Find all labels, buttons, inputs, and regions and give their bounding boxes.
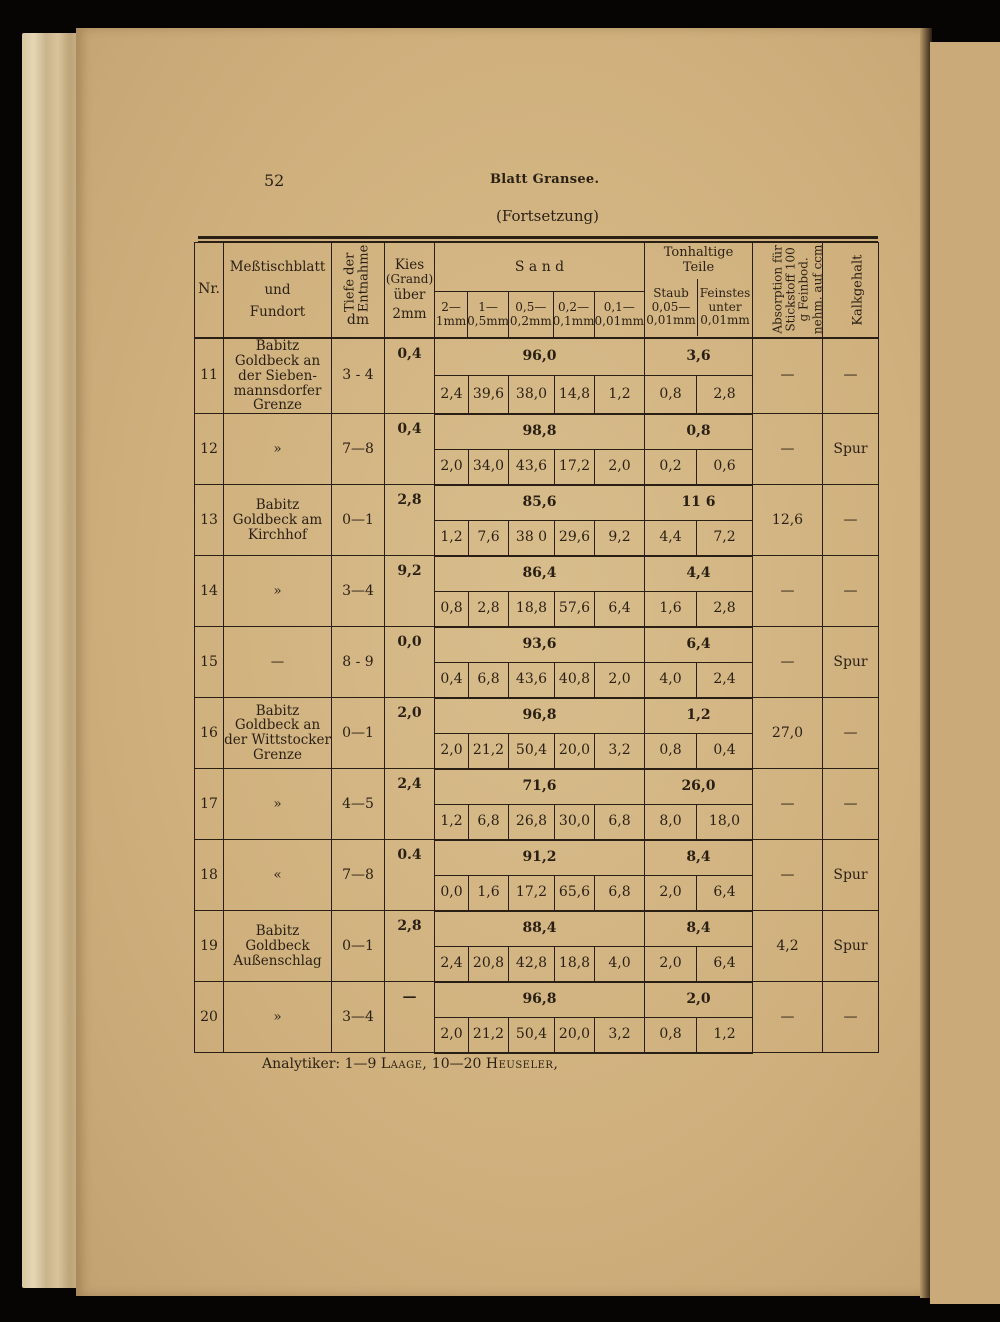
- analyst-prefix: Analytiker: 1—9: [262, 1056, 377, 1072]
- ton-header-label: Tonhaltige Teile: [663, 245, 734, 275]
- facing-page: [930, 42, 1000, 1304]
- row-kalk: —: [823, 982, 879, 1053]
- row-absorption: —: [753, 627, 823, 698]
- row-kies: 2,0: [385, 698, 435, 769]
- row-nr: 11: [195, 338, 224, 414]
- row-sand-fraction: 57,6: [555, 591, 595, 627]
- sand-sub-1: 2— 1mm: [435, 292, 468, 337]
- row-ton-total: 4,4: [645, 556, 753, 592]
- row-sand-fraction: 30,0: [555, 804, 595, 840]
- row-tiefe: 7—8: [332, 414, 385, 485]
- row-absorption: —: [753, 982, 823, 1053]
- row-sand-fraction: 34,0: [469, 449, 509, 485]
- row-sand-fraction: 2,4: [435, 946, 469, 982]
- row-absorption: 4,2: [753, 911, 823, 982]
- row-sand-fraction: 42,8: [509, 946, 555, 982]
- row-sand-fraction: 26,8: [509, 804, 555, 840]
- row-sand-fraction: 65,6: [555, 875, 595, 911]
- continuation-label: (Fortsetzung): [496, 207, 599, 225]
- row-sand-fraction: 0,0: [435, 875, 469, 911]
- col-kies-header: [385, 243, 435, 339]
- row-kalk: —: [823, 556, 879, 627]
- row-sand-fraction: 38,0: [509, 376, 555, 414]
- analyst-name-1: Laage,: [380, 1056, 428, 1072]
- table-row: [195, 414, 879, 450]
- row-kalk: —: [823, 769, 879, 840]
- row-sand-fraction: 1,6: [469, 875, 509, 911]
- row-nr: 17: [195, 769, 224, 840]
- kies-header-line1: Kies: [394, 257, 425, 274]
- col-ton-header: [645, 243, 753, 339]
- row-sand-total: 96,0: [435, 338, 645, 376]
- row-nr: 19: [195, 911, 224, 982]
- row-kalk: Spur: [823, 840, 879, 911]
- row-feinstes: 2,8: [697, 376, 753, 414]
- row-nr: 12: [195, 414, 224, 485]
- row-staub: 2,0: [645, 946, 697, 982]
- row-sand-fraction: 6,8: [469, 662, 509, 698]
- row-kies: 9,2: [385, 556, 435, 627]
- row-nr: 15: [195, 627, 224, 698]
- row-sand-fraction: 1,2: [435, 520, 469, 556]
- row-fundort: »: [224, 769, 332, 840]
- row-sand-fraction: 2,0: [435, 449, 469, 485]
- row-ton-total: 8,4: [645, 911, 753, 947]
- table-row: [195, 556, 879, 592]
- ton-subheaders: [645, 279, 752, 336]
- row-sand-fraction: 6,8: [595, 804, 645, 840]
- analyst-name-2: Heuseler,: [485, 1056, 559, 1072]
- row-sand-fraction: 21,2: [469, 1017, 509, 1053]
- row-tiefe: 8 - 9: [332, 627, 385, 698]
- row-sand-fraction: 3,2: [595, 733, 645, 769]
- row-absorption: —: [753, 769, 823, 840]
- row-sand-fraction: 40,8: [555, 662, 595, 698]
- table-top-rule: [198, 236, 878, 239]
- row-kalk: —: [823, 485, 879, 556]
- fundort-header-line3: Fundort: [249, 304, 306, 321]
- row-staub: 4,0: [645, 662, 697, 698]
- row-fundort: »: [224, 414, 332, 485]
- row-kies: 0,4: [385, 414, 435, 485]
- row-sand-fraction: 50,4: [509, 733, 555, 769]
- row-sand-total: 71,6: [435, 769, 645, 805]
- row-sand-fraction: 17,2: [555, 449, 595, 485]
- row-staub: 1,6: [645, 591, 697, 627]
- row-sand-fraction: 21,2: [469, 733, 509, 769]
- row-sand-fraction: 18,8: [555, 946, 595, 982]
- row-ton-total: 8,4: [645, 840, 753, 876]
- table-row: [195, 338, 879, 376]
- row-sand-fraction: 20,0: [555, 733, 595, 769]
- row-staub: 0,8: [645, 1017, 697, 1053]
- row-kalk: Spur: [823, 911, 879, 982]
- row-absorption: —: [753, 840, 823, 911]
- row-feinstes: 2,4: [697, 662, 753, 698]
- fundort-header-line1: Meßtischblatt: [229, 258, 326, 275]
- row-ton-total: 1,2: [645, 698, 753, 734]
- fundort-header-line2: und: [264, 281, 291, 298]
- row-fundort: Babitz Goldbeck am Kirchhof: [224, 485, 332, 556]
- kalk-header-label: Kalkgehalt: [850, 254, 866, 326]
- table-row: [195, 627, 879, 663]
- row-sand-fraction: 17,2: [509, 875, 555, 911]
- row-staub: 2,0: [645, 875, 697, 911]
- tiefe-unit: dm: [346, 312, 370, 329]
- row-feinstes: 6,4: [697, 875, 753, 911]
- row-feinstes: 18,0: [697, 804, 753, 840]
- row-fundort: —: [224, 627, 332, 698]
- row-sand-fraction: 38 0: [509, 520, 555, 556]
- sand-sub-4: 0,2— 0,1mm: [554, 292, 595, 337]
- row-absorption: 12,6: [753, 485, 823, 556]
- running-title: Blatt Gransee.: [490, 172, 600, 187]
- row-sand-fraction: 1,2: [435, 804, 469, 840]
- row-nr: 16: [195, 698, 224, 769]
- row-staub: 4,4: [645, 520, 697, 556]
- row-absorption: —: [753, 414, 823, 485]
- table-row: [195, 840, 879, 876]
- row-sand-total: 88,4: [435, 911, 645, 947]
- row-sand-fraction: 43,6: [509, 449, 555, 485]
- row-staub: 0,8: [645, 376, 697, 414]
- row-kalk: —: [823, 338, 879, 414]
- row-tiefe: 0—1: [332, 911, 385, 982]
- row-sand-total: 91,2: [435, 840, 645, 876]
- row-kies: 0.4: [385, 840, 435, 911]
- row-sand-total: 98,8: [435, 414, 645, 450]
- row-sand-fraction: 1,2: [595, 376, 645, 414]
- sand-sub-2: 1— 0,5mm: [468, 292, 509, 337]
- row-sand-fraction: 14,8: [555, 376, 595, 414]
- col-fundort-header: [224, 243, 332, 339]
- sand-subheaders: [435, 292, 644, 337]
- row-kalk: Spur: [823, 627, 879, 698]
- row-absorption: —: [753, 338, 823, 414]
- row-sand-fraction: 6,8: [469, 804, 509, 840]
- kies-header-line2: (Grand): [385, 271, 434, 286]
- row-sand-total: 86,4: [435, 556, 645, 592]
- analyst-middle: 10—20: [431, 1056, 482, 1072]
- row-sand-fraction: 2,0: [435, 733, 469, 769]
- row-sand-fraction: 39,6: [469, 376, 509, 414]
- row-sand-fraction: 0,8: [435, 591, 469, 627]
- row-fundort: »: [224, 556, 332, 627]
- kies-header-line3: über: [393, 287, 426, 304]
- staub-header: Staub 0,05— 0,01mm: [645, 279, 698, 336]
- row-staub: 0,8: [645, 733, 697, 769]
- row-fundort: Babitz Goldbeck an der Wittstocker Grenze: [224, 698, 332, 769]
- row-tiefe: 0—1: [332, 698, 385, 769]
- row-kalk: Spur: [823, 414, 879, 485]
- row-kies: 2,8: [385, 485, 435, 556]
- row-feinstes: 0,4: [697, 733, 753, 769]
- row-sand-fraction: 0,4: [435, 662, 469, 698]
- row-absorption: —: [753, 556, 823, 627]
- row-sand-total: 96,8: [435, 698, 645, 734]
- table-row: [195, 769, 879, 805]
- row-sand-fraction: 20,0: [555, 1017, 595, 1053]
- row-kalk: —: [823, 698, 879, 769]
- row-sand-fraction: 2,0: [435, 1017, 469, 1053]
- row-ton-total: 0,8: [645, 414, 753, 450]
- row-sand-fraction: 6,8: [595, 875, 645, 911]
- row-feinstes: 7,2: [697, 520, 753, 556]
- soil-analysis-table: [194, 242, 879, 1054]
- row-sand-fraction: 4,0: [595, 946, 645, 982]
- row-fundort: «: [224, 840, 332, 911]
- row-tiefe: 3—4: [332, 982, 385, 1053]
- row-sand-fraction: 43,6: [509, 662, 555, 698]
- row-kies: 2,4: [385, 769, 435, 840]
- row-feinstes: 6,4: [697, 946, 753, 982]
- row-sand-fraction: 2,0: [595, 449, 645, 485]
- row-absorption: 27,0: [753, 698, 823, 769]
- table-row: [195, 698, 879, 734]
- row-sand-fraction: 29,6: [555, 520, 595, 556]
- col-tiefe-header: [332, 243, 385, 339]
- absorption-header-label: Absorption für Stickstoff 100 g Feinbod. nehm. auf ccm: [770, 244, 825, 335]
- feinstes-header: Feinstes unter 0,01mm: [699, 285, 751, 328]
- row-fundort: Babitz Goldbeck Außenschlag: [224, 911, 332, 982]
- table-row: [195, 911, 879, 947]
- row-tiefe: 3 - 4: [332, 338, 385, 414]
- row-sand-fraction: 18,8: [509, 591, 555, 627]
- row-tiefe: 4—5: [332, 769, 385, 840]
- row-kies: —: [385, 982, 435, 1053]
- page-number: 52: [264, 171, 285, 190]
- row-feinstes: 1,2: [697, 1017, 753, 1053]
- row-sand-fraction: 2,0: [595, 662, 645, 698]
- row-tiefe: 0—1: [332, 485, 385, 556]
- row-staub: 0,2: [645, 449, 697, 485]
- row-ton-total: 26,0: [645, 769, 753, 805]
- row-nr: 14: [195, 556, 224, 627]
- col-absorption-header: [753, 243, 823, 339]
- row-nr: 13: [195, 485, 224, 556]
- row-fundort: Babitz Goldbeck an der Sieben-mannsdorfer Grenze: [224, 338, 332, 414]
- row-kies: 2,8: [385, 911, 435, 982]
- row-kies: 0,0: [385, 627, 435, 698]
- row-sand-fraction: 2,4: [435, 376, 469, 414]
- row-nr: 18: [195, 840, 224, 911]
- row-sand-fraction: 9,2: [595, 520, 645, 556]
- row-tiefe: 3—4: [332, 556, 385, 627]
- row-feinstes: 2,8: [697, 591, 753, 627]
- row-sand-fraction: 6,4: [595, 591, 645, 627]
- row-nr: 20: [195, 982, 224, 1053]
- row-sand-fraction: 2,8: [469, 591, 509, 627]
- row-ton-total: 11 6: [645, 485, 753, 521]
- page-edges: [22, 33, 82, 1288]
- col-sand-header: [435, 243, 645, 339]
- row-sand-fraction: 3,2: [595, 1017, 645, 1053]
- row-feinstes: 0,6: [697, 449, 753, 485]
- kies-header-line4: 2mm: [392, 306, 427, 323]
- sand-sub-3: 0,5— 0,2mm: [509, 292, 553, 337]
- row-ton-total: 6,4: [645, 627, 753, 663]
- row-staub: 8,0: [645, 804, 697, 840]
- row-fundort: »: [224, 982, 332, 1053]
- tiefe-header-label: Tiefe der Entnahme: [342, 244, 372, 313]
- row-sand-fraction: 20,8: [469, 946, 509, 982]
- analyst-note: [262, 1056, 558, 1072]
- table-row: [195, 982, 879, 1018]
- row-sand-total: 85,6: [435, 485, 645, 521]
- row-sand-total: 93,6: [435, 627, 645, 663]
- row-sand-fraction: 7,6: [469, 520, 509, 556]
- table-row: [195, 485, 879, 521]
- row-sand-fraction: 50,4: [509, 1017, 555, 1053]
- row-kies: 0,4: [385, 338, 435, 414]
- sand-header-label: S a n d: [435, 243, 644, 292]
- header-row: [195, 243, 879, 339]
- row-ton-total: 2,0: [645, 982, 753, 1018]
- sand-sub-5: 0,1— 0,01mm: [594, 299, 645, 328]
- col-nr-header: Nr.: [195, 243, 224, 339]
- row-tiefe: 7—8: [332, 840, 385, 911]
- col-kalk-header: [823, 243, 879, 339]
- row-ton-total: 3,6: [645, 338, 753, 376]
- row-sand-total: 96,8: [435, 982, 645, 1018]
